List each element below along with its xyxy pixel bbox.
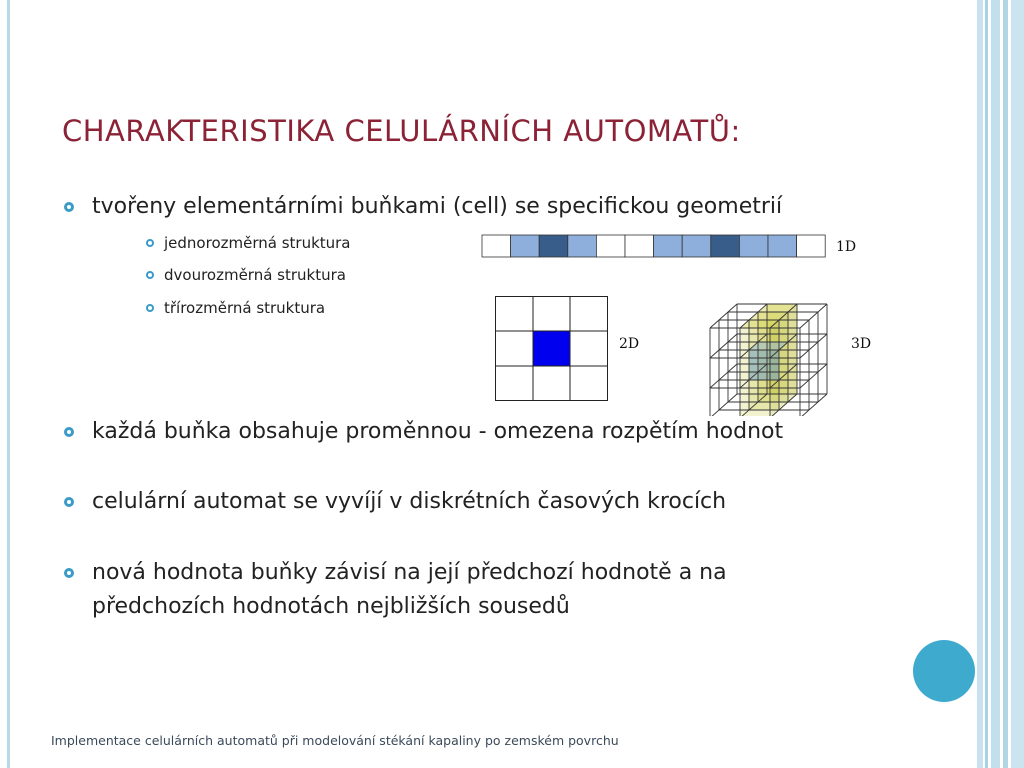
bullet-icon (64, 202, 74, 212)
cube-3d-edge (710, 304, 737, 328)
label-1d: 1D (836, 239, 857, 255)
cell-1d-dark (711, 235, 740, 257)
label-2d: 2D (619, 336, 640, 352)
bullet-text: celulární automat se vyvíjí v diskrétních časových krocích (92, 489, 727, 514)
cell-1d-light (654, 235, 683, 257)
bullet-text: předchozích hodnotách nejbližších sousedů (92, 594, 570, 619)
frame-right-stripe (991, 0, 1000, 768)
cube-3d-edge (800, 394, 827, 416)
bullet-icon (64, 568, 74, 578)
frame-left-line (7, 0, 10, 768)
bullet-text: každá buňka obsahuje proměnnou - omezena rozpětím hodnot (92, 419, 784, 444)
sub-bullet-icon (146, 271, 154, 279)
diagram-1d-strip (481, 234, 826, 259)
sub-bullet-text: jednorozměrná struktura (164, 234, 351, 252)
cube-3d-edge (800, 334, 827, 358)
bullet-icon (64, 427, 74, 437)
cell-1d-light (682, 235, 711, 257)
grid-2d-center-cell (533, 331, 570, 366)
bullet-text: tvořeny elementárními buňkami (cell) se specifickou geometrií (92, 194, 783, 219)
diagram-2d-grid (495, 296, 609, 402)
footer-text: Implementace celulárních automatů při modelování stékání kapaliny po zemském povrchu (51, 733, 619, 748)
slide-title: CHARAKTERISTIKA CELULÁRNÍCH AUTOMATŮ: (62, 114, 741, 148)
cell-1d-light (739, 235, 768, 257)
sub-bullet-icon (146, 239, 154, 247)
cell-1d-white (482, 235, 511, 257)
cube-3d-edge (710, 334, 737, 358)
frame-right-stripe (1011, 0, 1024, 768)
cell-1d-white (596, 235, 625, 257)
cube-3d-edge (710, 364, 737, 388)
frame-right-stripe (977, 0, 983, 768)
cell-1d-white (625, 235, 654, 257)
frame-right-stripe (985, 0, 988, 768)
sub-bullet-icon (146, 304, 154, 312)
decorative-circle (913, 640, 975, 702)
cell-1d-light (511, 235, 540, 257)
sub-bullet-text: třírozměrná struktura (164, 299, 326, 317)
frame-right-stripe (1003, 0, 1008, 768)
sub-bullet-text: dvourozměrná struktura (164, 266, 346, 284)
diagram-3d-cube (700, 288, 840, 416)
cube-3d-edge (710, 394, 737, 416)
cell-1d-light (768, 235, 797, 257)
bullet-text: nová hodnota buňky závisí na její předchozí hodnotě a na (92, 560, 727, 585)
label-3d: 3D (851, 336, 872, 352)
cell-1d-white (797, 235, 826, 257)
cell-1d-light (568, 235, 597, 257)
bullet-icon (64, 497, 74, 507)
cube-3d-edge (800, 364, 827, 388)
cube-3d-edge (800, 304, 827, 328)
cell-1d-dark (539, 235, 568, 257)
